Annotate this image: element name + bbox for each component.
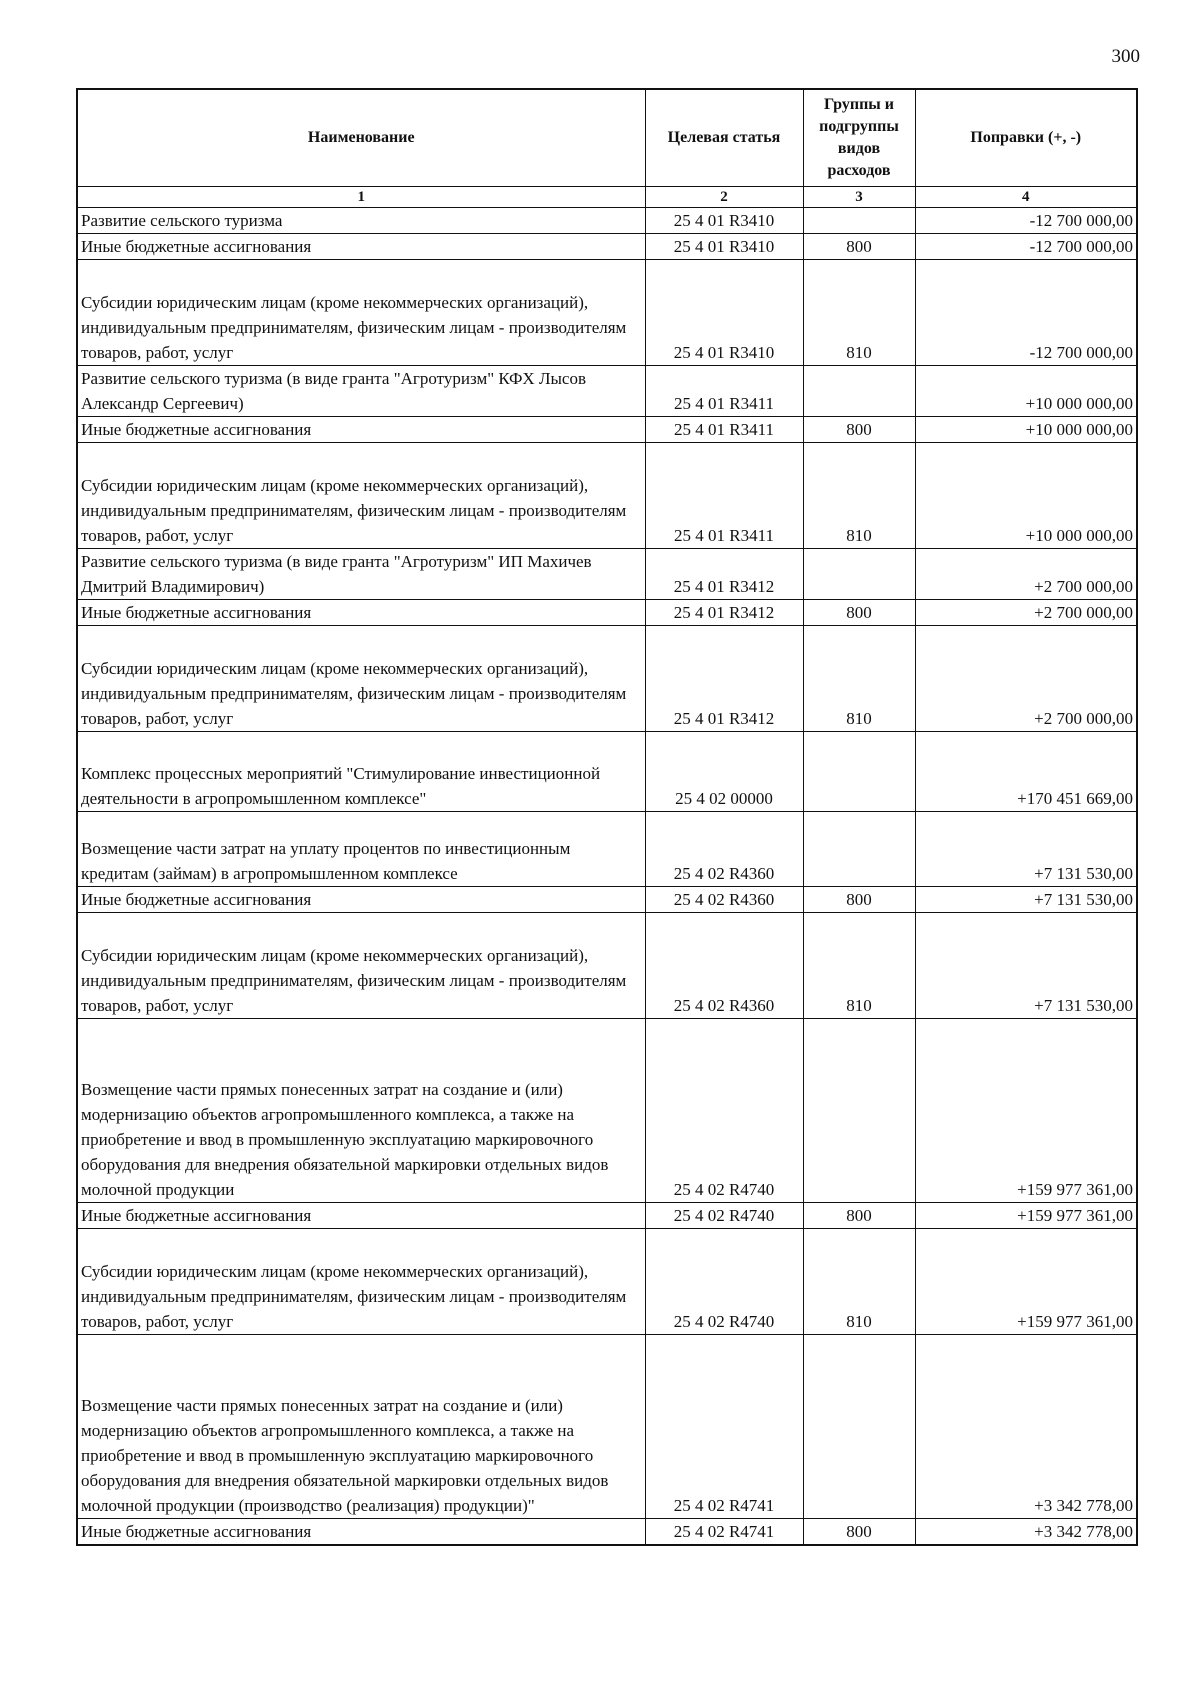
table-row	[77, 1019, 1137, 1203]
row-name: Субсидии юридическим лицам (кроме некоммерческих организаций), индивидуальным предпринимателям, физическим лицам - производителям товаров, работ, услуг	[77, 626, 645, 732]
row-group	[803, 1335, 915, 1519]
row-name: Субсидии юридическим лицам (кроме некоммерческих организаций), индивидуальным предпринимателям, физическим лицам - производителям товаров, работ, услуг	[77, 1229, 645, 1335]
row-group: 800	[803, 600, 915, 626]
row-group: 810	[803, 260, 915, 366]
column-number: 4	[915, 187, 1137, 208]
row-amount: +7 131 530,00	[915, 887, 1137, 913]
page-number: 300	[1111, 46, 1140, 67]
row-name: Иные бюджетные ассигнования	[77, 1519, 645, 1546]
row-group	[803, 549, 915, 600]
row-name: Возмещение части затрат на уплату процентов по инвестиционным кредитам (займам) в агропромышленном комплексе	[77, 812, 645, 887]
table-row	[77, 443, 1137, 549]
row-group	[803, 732, 915, 812]
table-row	[77, 913, 1137, 1019]
table-row	[77, 208, 1137, 234]
header-name: Наименование	[77, 89, 645, 187]
column-number: 3	[803, 187, 915, 208]
row-amount: +2 700 000,00	[915, 600, 1137, 626]
row-name: Развитие сельского туризма (в виде гранта "Агротуризм" КФХ Лысов Александр Сергеевич)	[77, 366, 645, 417]
row-name: Комплекс процессных мероприятий "Стимулирование инвестиционной деятельности в агропромышленном комплексе"	[77, 732, 645, 812]
row-code: 25 4 01 R3411	[645, 417, 803, 443]
row-name: Субсидии юридическим лицам (кроме некоммерческих организаций), индивидуальным предпринимателям, физическим лицам - производителям товаров, работ, услуг	[77, 913, 645, 1019]
row-code: 25 4 01 R3411	[645, 443, 803, 549]
row-code: 25 4 02 R4740	[645, 1019, 803, 1203]
header-code: Целевая статья	[645, 89, 803, 187]
row-group	[803, 1019, 915, 1203]
row-name: Иные бюджетные ассигнования	[77, 417, 645, 443]
row-name: Возмещение части прямых понесенных затрат на создание и (или) модернизацию объектов агропромышленного комплекса, а также на приобретение и ввод в промышленную эксплуатацию маркировочного оборудования для внедрения обязательной маркировки отдельных видов молочной продукции	[77, 1019, 645, 1203]
row-code: 25 4 02 00000	[645, 732, 803, 812]
column-number: 1	[77, 187, 645, 208]
table-row	[77, 549, 1137, 600]
row-code: 25 4 02 R4360	[645, 913, 803, 1019]
budget-table	[76, 88, 1138, 1546]
row-amount: +7 131 530,00	[915, 812, 1137, 887]
table-row	[77, 1203, 1137, 1229]
row-amount: -12 700 000,00	[915, 208, 1137, 234]
row-name: Иные бюджетные ассигнования	[77, 1203, 645, 1229]
row-group: 800	[803, 1519, 915, 1546]
table-row	[77, 1519, 1137, 1546]
header-amount: Поправки (+, -)	[915, 89, 1137, 187]
row-name: Субсидии юридическим лицам (кроме некоммерческих организаций), индивидуальным предпринимателям, физическим лицам - производителям товаров, работ, услуг	[77, 260, 645, 366]
table-row	[77, 600, 1137, 626]
table-row	[77, 626, 1137, 732]
row-amount: +10 000 000,00	[915, 417, 1137, 443]
row-amount: +2 700 000,00	[915, 549, 1137, 600]
row-group: 810	[803, 626, 915, 732]
row-group	[803, 812, 915, 887]
row-code: 25 4 02 R4360	[645, 812, 803, 887]
table-row	[77, 812, 1137, 887]
row-name: Иные бюджетные ассигнования	[77, 234, 645, 260]
row-amount: +10 000 000,00	[915, 366, 1137, 417]
row-amount: +10 000 000,00	[915, 443, 1137, 549]
table-row	[77, 1229, 1137, 1335]
table-row	[77, 887, 1137, 913]
row-name: Развитие сельского туризма (в виде гранта "Агротуризм" ИП Махичев Дмитрий Владимирович)	[77, 549, 645, 600]
row-amount: +3 342 778,00	[915, 1335, 1137, 1519]
row-amount: +159 977 361,00	[915, 1203, 1137, 1229]
row-code: 25 4 01 R3412	[645, 600, 803, 626]
table-row	[77, 260, 1137, 366]
row-code: 25 4 02 R4740	[645, 1203, 803, 1229]
row-amount: +2 700 000,00	[915, 626, 1137, 732]
row-group: 800	[803, 417, 915, 443]
row-name: Иные бюджетные ассигнования	[77, 887, 645, 913]
row-amount: -12 700 000,00	[915, 260, 1137, 366]
row-name: Иные бюджетные ассигнования	[77, 600, 645, 626]
row-code: 25 4 01 R3410	[645, 260, 803, 366]
row-amount: +7 131 530,00	[915, 913, 1137, 1019]
row-amount: +159 977 361,00	[915, 1019, 1137, 1203]
row-group: 800	[803, 234, 915, 260]
row-code: 25 4 01 R3412	[645, 549, 803, 600]
row-amount: +159 977 361,00	[915, 1229, 1137, 1335]
row-code: 25 4 02 R4740	[645, 1229, 803, 1335]
row-code: 25 4 02 R4360	[645, 887, 803, 913]
table-row	[77, 234, 1137, 260]
row-code: 25 4 01 R3411	[645, 366, 803, 417]
row-group: 800	[803, 887, 915, 913]
row-amount: +3 342 778,00	[915, 1519, 1137, 1546]
row-group: 810	[803, 1229, 915, 1335]
row-name: Субсидии юридическим лицам (кроме некоммерческих организаций), индивидуальным предпринимателям, физическим лицам - производителям товаров, работ, услуг	[77, 443, 645, 549]
row-code: 25 4 02 R4741	[645, 1519, 803, 1546]
row-code: 25 4 01 R3410	[645, 208, 803, 234]
row-group	[803, 208, 915, 234]
row-code: 25 4 01 R3410	[645, 234, 803, 260]
header-group: Группы и подгруппы видов расходов	[803, 89, 915, 187]
row-group: 810	[803, 913, 915, 1019]
row-code: 25 4 01 R3412	[645, 626, 803, 732]
row-group: 810	[803, 443, 915, 549]
row-name: Возмещение части прямых понесенных затрат на создание и (или) модернизацию объектов агропромышленного комплекса, а также на приобретение и ввод в промышленную эксплуатацию маркировочного оборудования для внедрения обязательной маркировки отдельных видов молочной продукции (производство (реализация) продукции)"	[77, 1335, 645, 1519]
row-name: Развитие сельского туризма	[77, 208, 645, 234]
row-group	[803, 366, 915, 417]
table-row	[77, 1335, 1137, 1519]
table-row	[77, 366, 1137, 417]
row-code: 25 4 02 R4741	[645, 1335, 803, 1519]
row-amount: +170 451 669,00	[915, 732, 1137, 812]
row-group: 800	[803, 1203, 915, 1229]
table-row	[77, 417, 1137, 443]
table-row	[77, 732, 1137, 812]
row-amount: -12 700 000,00	[915, 234, 1137, 260]
column-number: 2	[645, 187, 803, 208]
